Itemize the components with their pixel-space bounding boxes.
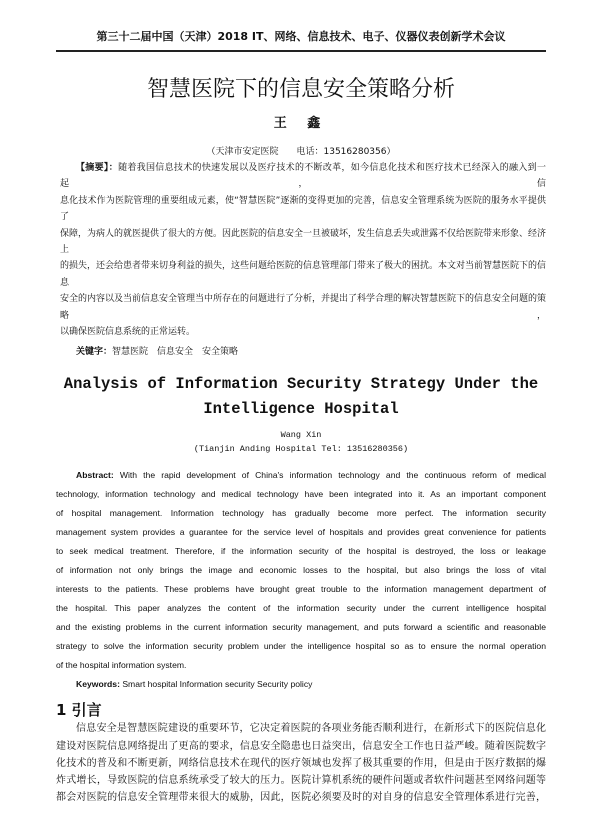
- abstract-cn-label: 【摘要】：: [76, 163, 119, 173]
- abstract-cn-line: 安全的内容以及当前信息安全管理当中所存在的问题进行了分析，并提出了科学合理的解决智慧医院下的信息安全问题的策略，: [60, 294, 547, 321]
- abstract-en-line: interests to the patients. These problems have brought great trouble to the information management department of: [56, 583, 546, 594]
- author-cn: 王 鑫: [273, 116, 329, 131]
- abstract-cn-line: 息化技术作为医院管理的重要组成元素，使“智慧医院”逐渐的变得更加的完善，信息安全管理系统为医院的服务水平提供了: [60, 195, 546, 223]
- abstract-cn-line: 的损失，还会给患者带来切身利益的损失，这些问题给医院的信息管理部门带来了极大的困扰。本文对当前智慧医院下的信息: [60, 261, 547, 288]
- abstract-en-line: technology, information technology and medical technology have been integrated into it. As an important component: [56, 489, 546, 500]
- conference-header: 第三十二届中国（天津）2018 IT、网络、信息技术、电子、仪器仪表创新学术会议: [96, 30, 506, 43]
- abstract-en: [56, 466, 546, 674]
- title-en-line: Intelligence Hospital: [203, 400, 399, 419]
- affiliation-cn: （天津市安定医院 电话：13516280356）: [206, 147, 396, 157]
- abstract-en-line: management system provides a guarantee for the service level of hospitals and provides great convenience for patients: [56, 527, 546, 538]
- section-body: [56, 720, 546, 806]
- body-line: 都会对医院的信息安全管理带来很大的威胁，因此，医院必须要及时的对自身的信息安全管理体系进行完善，: [56, 792, 546, 804]
- body-line: 炸式增长，导致医院的信息系统承受了较大的压力。医院计算机系统的硬件问题或者软件问题甚至网络问题等: [56, 775, 546, 787]
- abstract-cn-line: 以确保医院信息系统的正常运转。: [60, 327, 196, 338]
- section-heading: 1 引言: [56, 701, 102, 720]
- body-line: 信息安全是智慧医院建设的重要环节，它决定着医院的各项业务能否顺利进行，在新形式下的医院信息化: [76, 723, 546, 735]
- body-line: 建设对医院信息网络提出了更高的要求，信息安全隐患也日益突出，信息安全工作也日益严峻。随着医院数字: [56, 740, 546, 752]
- keywords-cn-label: 关键字：: [76, 347, 113, 358]
- abstract-en-line: of the hospital information system.: [56, 659, 187, 670]
- keywords-en: [56, 676, 546, 692]
- author-en: Wang Xin: [280, 430, 322, 441]
- abstract-en-text: With the rapid development of China's information technology and the continuous reform of medical: [113, 470, 546, 481]
- body-line: 化技术的普及和不断更新，网络信息技术在现代的医疗领域也发挥了极其重要的作用，但是由于医疗数据的爆: [56, 757, 546, 769]
- page-title-en: [56, 372, 546, 422]
- abstract-en-line: and the existing problems in the current information security management, and puts forward a scientific and reasonable: [56, 621, 546, 632]
- abstract-cn-line: 保障，为病人的就医提供了很大的方便。因此医院的信息安全一旦被破坏，发生信息丢失或泄露不仅给医院带来形象、经济上: [60, 228, 547, 256]
- affiliation-en: (Tianjin Anding Hospital Tel: 13516280356): [193, 444, 409, 455]
- keywords-en-label: Keywords:: [76, 679, 120, 690]
- abstract-en-line: of information not only brings the image and economic losses to the hospital, but also brings the loss of vital: [56, 565, 546, 575]
- abstract-en-label: Abstract:: [76, 470, 114, 481]
- abstract-cn: [56, 160, 546, 340]
- page-title-cn: 智慧医院下的信息安全策略分析: [146, 77, 455, 102]
- abstract-en-line: [56, 466, 546, 485]
- keywords-en-text: Smart hospital Information security Security policy: [119, 679, 313, 690]
- keywords-cn: [56, 344, 546, 360]
- abstract-cn-line: [60, 160, 546, 193]
- abstract-cn-text: 随着我国信息技术的快速发展以及医疗技术的不断改革，如今信息化技术和医疗技术已经深入的融入到一起，信: [60, 163, 546, 190]
- abstract-en-line: the hospital. This paper analyzes the content of the information security under the current intelligence hospital: [56, 602, 546, 613]
- abstract-en-line: strategy to solve the information security problem under the intelligence hospital so as to ensure the normal operation: [56, 640, 546, 651]
- abstract-en-line: of hospital management. Information technology has gradually become more perfect. The information security: [56, 508, 546, 519]
- abstract-en-line: to seek medical treatment. Therefore, if the information security of the hospital is destroyed, the loss or leakage: [56, 546, 546, 557]
- title-en-line: Analysis of Information Security Strategy Under the: [63, 375, 539, 394]
- header-rule: [56, 50, 546, 52]
- keywords-cn-text: 智慧医院 信息安全 安全策略: [112, 347, 239, 358]
